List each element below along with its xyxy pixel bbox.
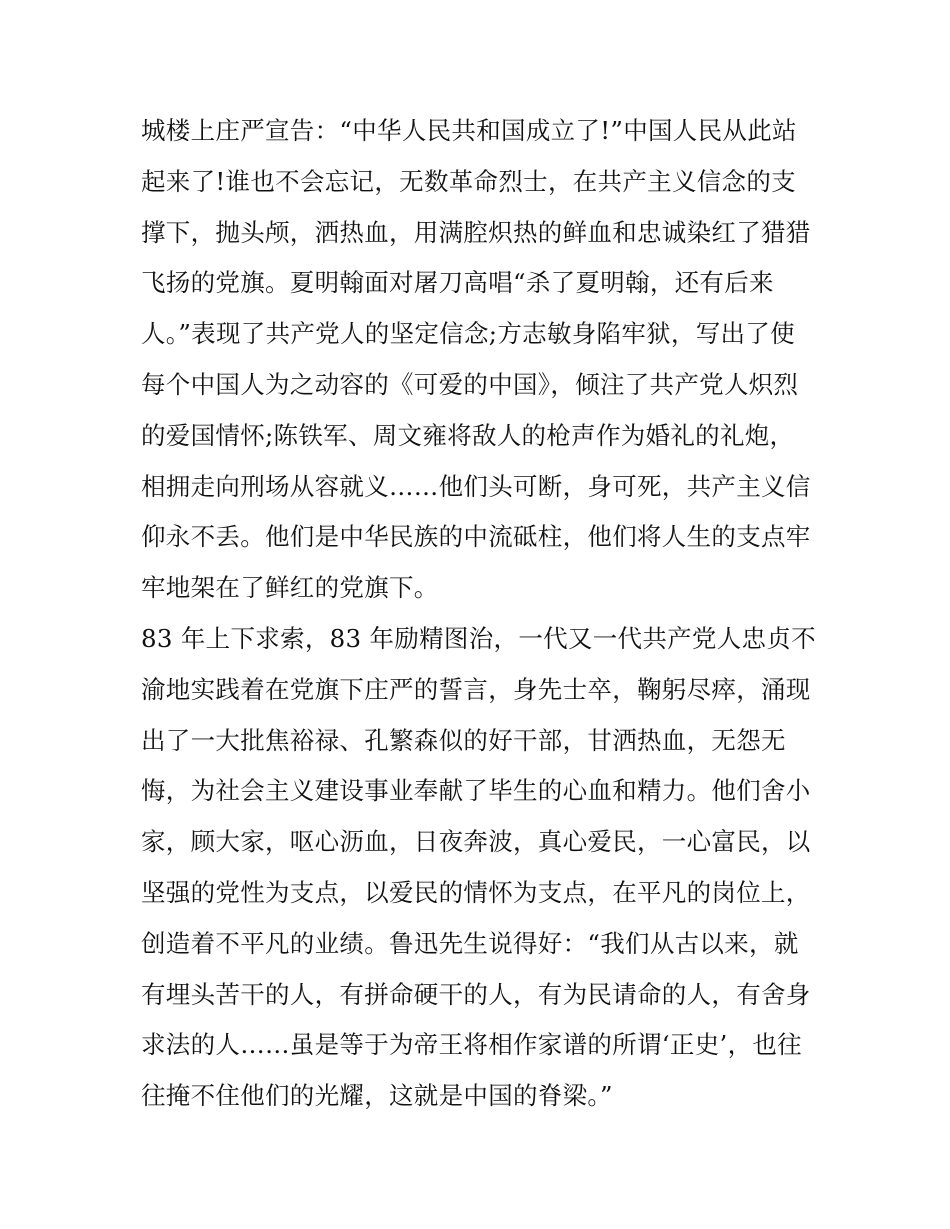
- paragraph-1: [141, 106, 821, 614]
- text-line: 人。”表现了共产党人的坚定信念;方志敏身陷牢狱，写出了使: [141, 319, 795, 349]
- text-line: 每个中国人为之动容的《可爱的中国》，倾注了共产党人炽烈: [141, 369, 799, 399]
- text-line: 83 年上下求索，83 年励精图治，一代又一代共产党人忠贞不: [141, 623, 816, 653]
- text-line: 飞扬的党旗。夏明翰面对屠刀高唱“杀了夏明翰，还有后来: [141, 268, 774, 298]
- text-line: 坚强的党性为支点，以爱民的情怀为支点，在平凡的岗位上，: [141, 877, 811, 907]
- text-line: 渝地实践着在党旗下庄严的誓言，身先士卒，鞠躬尽瘁，涌现: [141, 674, 811, 704]
- document-body: [141, 106, 821, 1122]
- text-line: 悔，为社会主义建设事业奉献了毕生的心血和精力。他们舍小: [141, 776, 811, 806]
- text-line: 有埋头苦干的人，有拼命硬干的人，有为民请命的人，有舍身: [141, 979, 811, 1009]
- text-line: 相拥走向刑场从容就义……他们头可断，身可死，共产主义信: [141, 471, 811, 501]
- text-line: 牢地架在了鲜红的党旗下。: [141, 573, 439, 603]
- text-line: 仰永不丢。他们是中华民族的中流砥柱，他们将人生的支点牢: [141, 522, 811, 552]
- text-line: 起来了!谁也不会忘记，无数革命烈士，在共产主义信念的支: [141, 166, 796, 196]
- text-line: 出了一大批焦裕禄、孔繁森似的好干部，甘洒热血，无怨无: [141, 725, 786, 755]
- text-line: 的爱国情怀;陈铁军、周文雍将敌人的枪声作为婚礼的礼炮，: [141, 420, 795, 450]
- text-line: 求法的人……虽是等于为帝王将相作家谱的所谓‘正史’，也往: [141, 1030, 802, 1060]
- text-line: 家，顾大家，呕心沥血，日夜奔波，真心爱民，一心富民，以: [141, 827, 811, 857]
- paragraph-2: [141, 614, 821, 1122]
- text-line: 城楼上庄严宣告：“中华人民共和国成立了!”中国人民从此站: [141, 116, 797, 145]
- text-line: 创造着不平凡的业绩。鲁迅先生说得好：“我们从古以来，就: [141, 928, 799, 958]
- text-line: 往掩不住他们的光耀，这就是中国的脊梁。”: [141, 1081, 613, 1111]
- text-line: 撑下，抛头颅，洒热血，用满腔炽热的鲜血和忠诚染红了猎猎: [141, 217, 811, 247]
